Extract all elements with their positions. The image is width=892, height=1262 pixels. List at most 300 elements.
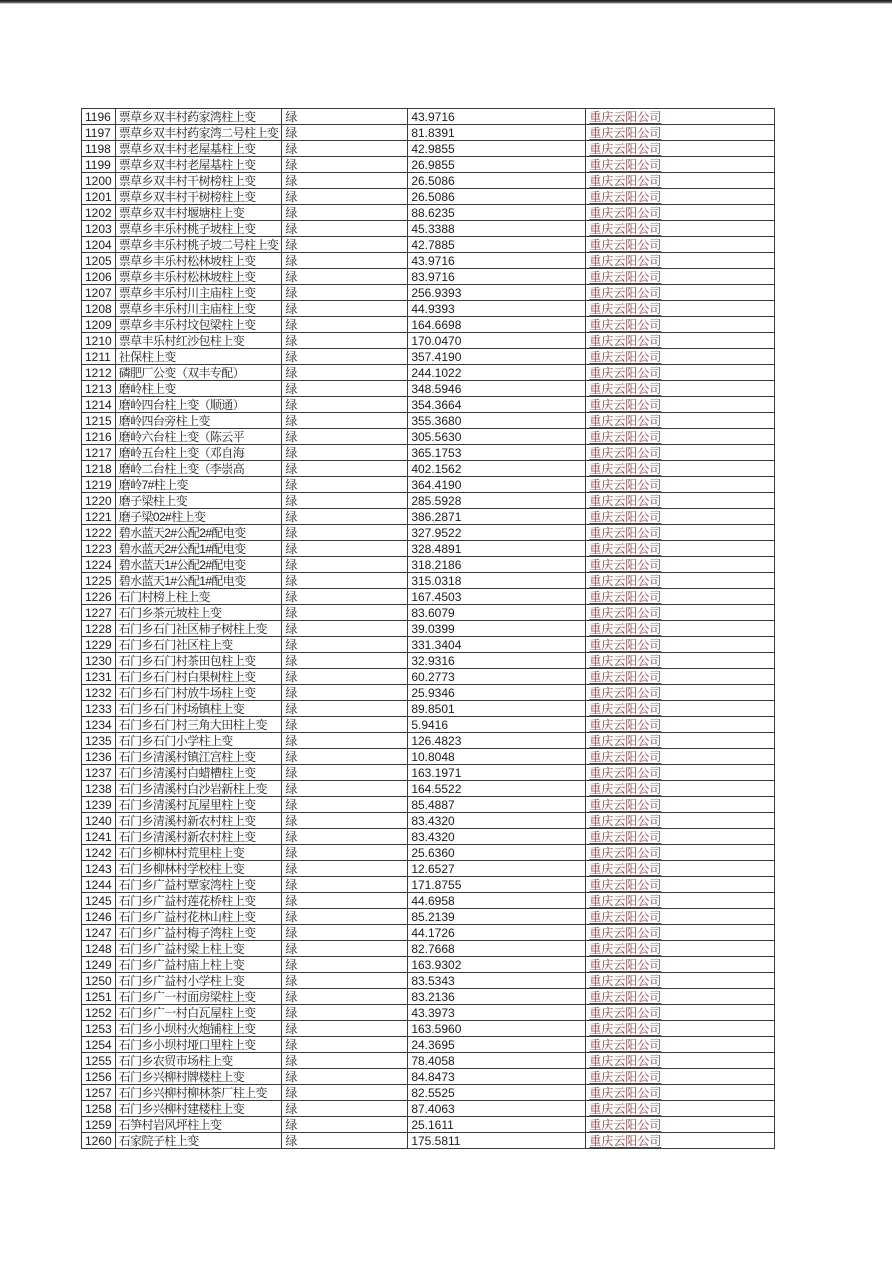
company-link[interactable]: 重庆云阳公司	[589, 397, 662, 412]
company-link[interactable]: 重庆云阳公司	[589, 253, 662, 268]
company-link[interactable]: 重庆云阳公司	[589, 781, 662, 796]
company-cell[interactable]	[586, 813, 775, 829]
table-row	[82, 237, 775, 253]
name-cell: 石家院子柱上变	[115, 1133, 282, 1149]
value-cell: 355.3680	[408, 413, 586, 429]
row-index-cell: 1211	[82, 349, 116, 365]
company-cell[interactable]	[586, 861, 775, 877]
value-cell: 402.1562	[408, 461, 586, 477]
status-cell: 绿	[282, 653, 408, 669]
company-cell[interactable]	[586, 845, 775, 861]
company-cell[interactable]	[586, 461, 775, 477]
row-index-cell: 1205	[82, 253, 116, 269]
value-cell: 44.6958	[408, 893, 586, 909]
company-link[interactable]: 重庆云阳公司	[589, 685, 662, 700]
name-cell: 票草丰乐村红沙包柱上变	[115, 333, 282, 349]
value-cell: 45.3388	[408, 221, 586, 237]
name-cell: 磨岭柱上变	[115, 381, 282, 397]
table-row	[82, 1053, 775, 1069]
company-link[interactable]: 重庆云阳公司	[589, 1101, 662, 1116]
company-link[interactable]: 重庆云阳公司	[589, 301, 662, 316]
status-cell: 绿	[282, 1053, 408, 1069]
company-cell[interactable]	[586, 269, 775, 285]
status-cell: 绿	[282, 397, 408, 413]
row-index-cell: 1216	[82, 429, 116, 445]
value-cell: 32.9316	[408, 653, 586, 669]
row-index-cell: 1210	[82, 333, 116, 349]
company-cell[interactable]	[586, 621, 775, 637]
page-top-edge	[0, 0, 892, 4]
company-cell[interactable]	[586, 973, 775, 989]
value-cell: 328.4891	[408, 541, 586, 557]
company-cell[interactable]	[586, 205, 775, 221]
name-cell: 石门乡兴柳村建楼柱上变	[115, 1101, 282, 1117]
row-index-cell: 1198	[82, 141, 116, 157]
company-link[interactable]: 重庆云阳公司	[589, 125, 662, 140]
row-index-cell: 1253	[82, 1021, 116, 1037]
name-cell: 石门乡清溪村白沙岩新柱上变	[115, 781, 282, 797]
name-cell: 票草乡丰乐村桃子坡二号柱上变	[115, 237, 282, 253]
company-link[interactable]: 重庆云阳公司	[589, 557, 662, 572]
status-cell: 绿	[282, 109, 408, 125]
row-index-cell: 1197	[82, 125, 116, 141]
row-index-cell: 1225	[82, 573, 116, 589]
name-cell: 石门乡广益村梁上柱上变	[115, 941, 282, 957]
company-link[interactable]: 重庆云阳公司	[589, 1037, 662, 1052]
company-cell[interactable]	[586, 509, 775, 525]
name-cell: 票草乡双丰村老屋基柱上变	[115, 141, 282, 157]
company-link[interactable]: 重庆云阳公司	[589, 829, 662, 844]
name-cell: 磨岭五台柱上变（邓自海	[115, 445, 282, 461]
name-cell: 石门乡广益村覃家湾柱上变	[115, 877, 282, 893]
company-cell[interactable]	[586, 1069, 775, 1085]
company-cell[interactable]	[586, 429, 775, 445]
company-link[interactable]: 重庆云阳公司	[589, 1053, 662, 1068]
company-cell[interactable]	[586, 125, 775, 141]
company-link[interactable]: 重庆云阳公司	[589, 733, 662, 748]
status-cell: 绿	[282, 189, 408, 205]
status-cell: 绿	[282, 493, 408, 509]
value-cell: 315.0318	[408, 573, 586, 589]
status-cell: 绿	[282, 845, 408, 861]
table-row	[82, 605, 775, 621]
table-row	[82, 269, 775, 285]
company-link[interactable]: 重庆云阳公司	[589, 269, 662, 284]
row-index-cell: 1207	[82, 285, 116, 301]
table-row	[82, 109, 775, 125]
value-cell: 167.4503	[408, 589, 586, 605]
company-cell[interactable]	[586, 573, 775, 589]
status-cell: 绿	[282, 1117, 408, 1133]
row-index-cell: 1219	[82, 477, 116, 493]
table-row	[82, 1005, 775, 1021]
company-cell[interactable]	[586, 733, 775, 749]
company-link[interactable]: 重庆云阳公司	[589, 813, 662, 828]
company-cell[interactable]	[586, 173, 775, 189]
value-cell: 164.6698	[408, 317, 586, 333]
value-cell: 81.8391	[408, 125, 586, 141]
company-link[interactable]: 重庆云阳公司	[589, 701, 662, 716]
table-row	[82, 973, 775, 989]
name-cell: 石门乡广益村梅子湾柱上变	[115, 925, 282, 941]
name-cell: 石门乡清溪村新农村柱上变	[115, 813, 282, 829]
name-cell: 石门乡石门村三角大田柱上变	[115, 717, 282, 733]
table-row	[82, 141, 775, 157]
company-cell[interactable]	[586, 349, 775, 365]
status-cell: 绿	[282, 1133, 408, 1149]
company-cell[interactable]	[586, 1021, 775, 1037]
status-cell: 绿	[282, 253, 408, 269]
company-link[interactable]: 重庆云阳公司	[589, 621, 662, 636]
company-link[interactable]: 重庆云阳公司	[589, 429, 662, 444]
value-cell: 163.5960	[408, 1021, 586, 1037]
company-cell[interactable]	[586, 157, 775, 173]
name-cell: 石门乡石门社区柱上变	[115, 637, 282, 653]
name-cell: 石门乡广益村花林山柱上变	[115, 909, 282, 925]
company-link[interactable]: 重庆云阳公司	[589, 541, 662, 556]
value-cell: 26.9855	[408, 157, 586, 173]
company-link[interactable]: 重庆云阳公司	[589, 109, 662, 124]
company-link[interactable]: 重庆云阳公司	[589, 157, 662, 172]
company-link[interactable]: 重庆云阳公司	[589, 861, 662, 876]
row-index-cell: 1233	[82, 701, 116, 717]
table-row	[82, 541, 775, 557]
company-cell[interactable]	[586, 397, 775, 413]
company-cell[interactable]	[586, 765, 775, 781]
status-cell: 绿	[282, 125, 408, 141]
company-cell[interactable]	[586, 941, 775, 957]
name-cell: 石门乡石门村场镇柱上变	[115, 701, 282, 717]
status-cell: 绿	[282, 413, 408, 429]
company-cell[interactable]	[586, 237, 775, 253]
table-row	[82, 797, 775, 813]
status-cell: 绿	[282, 589, 408, 605]
company-cell[interactable]	[586, 893, 775, 909]
status-cell: 绿	[282, 941, 408, 957]
value-cell: 83.5343	[408, 973, 586, 989]
table-row	[82, 749, 775, 765]
company-cell[interactable]	[586, 797, 775, 813]
company-link[interactable]: 重庆云阳公司	[589, 1069, 662, 1084]
company-cell[interactable]	[586, 909, 775, 925]
company-link[interactable]: 重庆云阳公司	[589, 349, 662, 364]
company-link[interactable]: 重庆云阳公司	[589, 1021, 662, 1036]
company-cell[interactable]	[586, 589, 775, 605]
company-cell[interactable]	[586, 493, 775, 509]
company-cell[interactable]	[586, 781, 775, 797]
company-cell[interactable]	[586, 653, 775, 669]
company-link[interactable]: 重庆云阳公司	[589, 941, 662, 956]
value-cell: 43.3973	[408, 1005, 586, 1021]
company-cell[interactable]	[586, 1053, 775, 1069]
row-index-cell: 1200	[82, 173, 116, 189]
company-link[interactable]: 重庆云阳公司	[589, 765, 662, 780]
status-cell: 绿	[282, 461, 408, 477]
name-cell: 石门乡石门村茶田包柱上变	[115, 653, 282, 669]
table-row	[82, 1021, 775, 1037]
row-index-cell: 1217	[82, 445, 116, 461]
company-cell[interactable]	[586, 109, 775, 125]
name-cell: 票草乡双丰村药家湾柱上变	[115, 109, 282, 125]
row-index-cell: 1248	[82, 941, 116, 957]
name-cell: 石门乡石门村放牛场柱上变	[115, 685, 282, 701]
company-link[interactable]: 重庆云阳公司	[589, 173, 662, 188]
table-row	[82, 1117, 775, 1133]
value-cell: 60.2773	[408, 669, 586, 685]
company-cell[interactable]	[586, 957, 775, 973]
status-cell: 绿	[282, 829, 408, 845]
company-link[interactable]: 重庆云阳公司	[589, 461, 662, 476]
company-link[interactable]: 重庆云阳公司	[589, 877, 662, 892]
company-link[interactable]: 重庆云阳公司	[589, 1117, 662, 1132]
name-cell: 社保柱上变	[115, 349, 282, 365]
company-cell[interactable]	[586, 637, 775, 653]
company-link[interactable]: 重庆云阳公司	[589, 317, 662, 332]
value-cell: 87.4063	[408, 1101, 586, 1117]
status-cell: 绿	[282, 797, 408, 813]
company-cell[interactable]	[586, 1085, 775, 1101]
table-row	[82, 653, 775, 669]
company-link[interactable]: 重庆云阳公司	[589, 909, 662, 924]
value-cell: 42.9855	[408, 141, 586, 157]
table-row	[82, 333, 775, 349]
name-cell: 磨岭四台柱上变（顺通）	[115, 397, 282, 413]
company-link[interactable]: 重庆云阳公司	[589, 285, 662, 300]
table-row	[82, 573, 775, 589]
value-cell: 163.9302	[408, 957, 586, 973]
company-link[interactable]: 重庆云阳公司	[589, 189, 662, 204]
value-cell: 26.5086	[408, 189, 586, 205]
company-link[interactable]: 重庆云阳公司	[589, 221, 662, 236]
company-cell[interactable]	[586, 317, 775, 333]
company-link[interactable]: 重庆云阳公司	[589, 509, 662, 524]
value-cell: 83.4320	[408, 813, 586, 829]
row-index-cell: 1206	[82, 269, 116, 285]
row-index-cell: 1235	[82, 733, 116, 749]
value-cell: 24.3695	[408, 1037, 586, 1053]
company-link[interactable]: 重庆云阳公司	[589, 477, 662, 492]
company-link[interactable]: 重庆云阳公司	[589, 1133, 662, 1148]
table-row	[82, 429, 775, 445]
company-cell[interactable]	[586, 253, 775, 269]
value-cell: 83.9716	[408, 269, 586, 285]
company-cell[interactable]	[586, 285, 775, 301]
value-cell: 386.2871	[408, 509, 586, 525]
company-link[interactable]: 重庆云阳公司	[589, 365, 662, 380]
name-cell: 石门乡清溪村新农村柱上变	[115, 829, 282, 845]
status-cell: 绿	[282, 861, 408, 877]
value-cell: 42.7885	[408, 237, 586, 253]
value-cell: 331.3404	[408, 637, 586, 653]
status-cell: 绿	[282, 1101, 408, 1117]
row-index-cell: 1204	[82, 237, 116, 253]
name-cell: 票草乡丰乐村松林坡柱上变	[115, 269, 282, 285]
table-row	[82, 493, 775, 509]
value-cell: 26.5086	[408, 173, 586, 189]
company-link[interactable]: 重庆云阳公司	[589, 669, 662, 684]
status-cell: 绿	[282, 685, 408, 701]
table-row	[82, 685, 775, 701]
company-link[interactable]: 重庆云阳公司	[589, 797, 662, 812]
company-link[interactable]: 重庆云阳公司	[589, 749, 662, 764]
company-link[interactable]: 重庆云阳公司	[589, 1085, 662, 1100]
company-cell[interactable]	[586, 365, 775, 381]
company-cell[interactable]	[586, 1101, 775, 1117]
status-cell: 绿	[282, 1021, 408, 1037]
table-row	[82, 861, 775, 877]
table-row	[82, 701, 775, 717]
company-cell[interactable]	[586, 1133, 775, 1149]
row-index-cell: 1234	[82, 717, 116, 733]
company-link[interactable]: 重庆云阳公司	[589, 925, 662, 940]
company-link[interactable]: 重庆云阳公司	[589, 989, 662, 1004]
company-cell[interactable]	[586, 189, 775, 205]
table-row	[82, 909, 775, 925]
name-cell: 石门乡小坝村垭口里柱上变	[115, 1037, 282, 1053]
company-link[interactable]: 重庆云阳公司	[589, 973, 662, 988]
name-cell: 石门乡小坝村火炮铺柱上变	[115, 1021, 282, 1037]
name-cell: 磷肥厂公变（双丰专配）	[115, 365, 282, 381]
table-row	[82, 525, 775, 541]
row-index-cell: 1222	[82, 525, 116, 541]
row-index-cell: 1215	[82, 413, 116, 429]
company-cell[interactable]	[586, 221, 775, 237]
status-cell: 绿	[282, 605, 408, 621]
company-cell[interactable]	[586, 989, 775, 1005]
name-cell: 碧水蓝天1#公配1#配电变	[115, 573, 282, 589]
name-cell: 磨岭六台柱上变（陈云平	[115, 429, 282, 445]
company-cell[interactable]	[586, 829, 775, 845]
name-cell: 石门乡清溪村瓦屋里柱上变	[115, 797, 282, 813]
company-cell[interactable]	[586, 525, 775, 541]
status-cell: 绿	[282, 269, 408, 285]
company-link[interactable]: 重庆云阳公司	[589, 605, 662, 620]
row-index-cell: 1231	[82, 669, 116, 685]
status-cell: 绿	[282, 621, 408, 637]
value-cell: 44.1726	[408, 925, 586, 941]
value-cell: 285.5928	[408, 493, 586, 509]
name-cell: 碧水蓝天2#公配2#配电变	[115, 525, 282, 541]
company-cell[interactable]	[586, 605, 775, 621]
company-link[interactable]: 重庆云阳公司	[589, 381, 662, 396]
company-cell[interactable]	[586, 1037, 775, 1053]
company-cell[interactable]	[586, 413, 775, 429]
company-cell[interactable]	[586, 557, 775, 573]
company-link[interactable]: 重庆云阳公司	[589, 589, 662, 604]
row-index-cell: 1239	[82, 797, 116, 813]
company-link[interactable]: 重庆云阳公司	[589, 413, 662, 428]
value-cell: 85.4887	[408, 797, 586, 813]
table-row	[82, 413, 775, 429]
row-index-cell: 1254	[82, 1037, 116, 1053]
company-link[interactable]: 重庆云阳公司	[589, 653, 662, 668]
company-cell[interactable]	[586, 669, 775, 685]
name-cell: 石门乡广一村面房梁柱上变	[115, 989, 282, 1005]
company-cell[interactable]	[586, 445, 775, 461]
status-cell: 绿	[282, 445, 408, 461]
name-cell: 票草乡丰乐村坟包梁柱上变	[115, 317, 282, 333]
row-index-cell: 1236	[82, 749, 116, 765]
company-link[interactable]: 重庆云阳公司	[589, 573, 662, 588]
company-cell[interactable]	[586, 141, 775, 157]
row-index-cell: 1241	[82, 829, 116, 845]
company-link[interactable]: 重庆云阳公司	[589, 237, 662, 252]
table-row	[82, 285, 775, 301]
company-link[interactable]: 重庆云阳公司	[589, 141, 662, 156]
row-index-cell: 1255	[82, 1053, 116, 1069]
row-index-cell: 1229	[82, 637, 116, 653]
value-cell: 84.8473	[408, 1069, 586, 1085]
name-cell: 石门乡广益村莲花桥柱上变	[115, 893, 282, 909]
company-cell[interactable]	[586, 381, 775, 397]
status-cell: 绿	[282, 301, 408, 317]
company-cell[interactable]	[586, 1117, 775, 1133]
row-index-cell: 1252	[82, 1005, 116, 1021]
row-index-cell: 1237	[82, 765, 116, 781]
company-cell[interactable]	[586, 701, 775, 717]
name-cell: 石门乡广益村庙上柱上变	[115, 957, 282, 973]
company-cell[interactable]	[586, 685, 775, 701]
status-cell: 绿	[282, 141, 408, 157]
company-link[interactable]: 重庆云阳公司	[589, 845, 662, 860]
value-cell: 83.2136	[408, 989, 586, 1005]
company-link[interactable]: 重庆云阳公司	[589, 525, 662, 540]
transformer-table	[81, 108, 775, 1149]
status-cell: 绿	[282, 781, 408, 797]
value-cell: 164.5522	[408, 781, 586, 797]
name-cell: 石门乡清溪村白蜡槽柱上变	[115, 765, 282, 781]
value-cell: 357.4190	[408, 349, 586, 365]
company-link[interactable]: 重庆云阳公司	[589, 637, 662, 652]
table-row	[82, 349, 775, 365]
value-cell: 126.4823	[408, 733, 586, 749]
company-cell[interactable]	[586, 877, 775, 893]
status-cell: 绿	[282, 1085, 408, 1101]
row-index-cell: 1220	[82, 493, 116, 509]
company-link[interactable]: 重庆云阳公司	[589, 893, 662, 908]
row-index-cell: 1259	[82, 1117, 116, 1133]
status-cell: 绿	[282, 765, 408, 781]
company-link[interactable]: 重庆云阳公司	[589, 333, 662, 348]
company-cell[interactable]	[586, 541, 775, 557]
company-cell[interactable]	[586, 477, 775, 493]
value-cell: 82.5525	[408, 1085, 586, 1101]
status-cell: 绿	[282, 333, 408, 349]
value-cell: 25.6360	[408, 845, 586, 861]
table-body	[82, 109, 775, 1149]
company-cell[interactable]	[586, 717, 775, 733]
status-cell: 绿	[282, 813, 408, 829]
company-link[interactable]: 重庆云阳公司	[589, 957, 662, 972]
row-index-cell: 1223	[82, 541, 116, 557]
name-cell: 票草乡双丰村堰塘柱上变	[115, 205, 282, 221]
value-cell: 39.0399	[408, 621, 586, 637]
company-link[interactable]: 重庆云阳公司	[589, 717, 662, 732]
company-cell[interactable]	[586, 1005, 775, 1021]
company-link[interactable]: 重庆云阳公司	[589, 1005, 662, 1020]
value-cell: 82.7668	[408, 941, 586, 957]
company-cell[interactable]	[586, 925, 775, 941]
row-index-cell: 1201	[82, 189, 116, 205]
value-cell: 83.4320	[408, 829, 586, 845]
row-index-cell: 1240	[82, 813, 116, 829]
company-cell[interactable]	[586, 749, 775, 765]
company-link[interactable]: 重庆云阳公司	[589, 205, 662, 220]
company-cell[interactable]	[586, 333, 775, 349]
company-link[interactable]: 重庆云阳公司	[589, 493, 662, 508]
company-cell[interactable]	[586, 301, 775, 317]
company-link[interactable]: 重庆云阳公司	[589, 445, 662, 460]
